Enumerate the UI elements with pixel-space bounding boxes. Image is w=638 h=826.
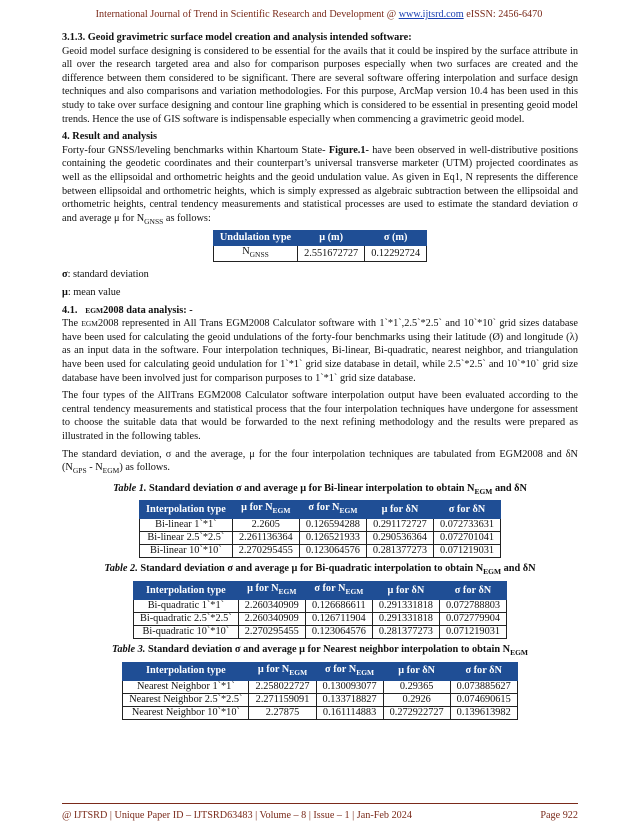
table-1-header-mu-dn: μ for δN — [366, 501, 433, 519]
paper-body — [62, 31, 578, 720]
table-cell: 0.073885627 — [450, 680, 517, 693]
table-cell: Bi-quadratic 10`*10` — [133, 626, 238, 639]
table-cell: 2.258022727 — [249, 680, 316, 693]
journal-header — [0, 9, 638, 20]
mu-definition: μ: mean value — [62, 287, 121, 298]
table-1-header-sigma-n: σ for $N_{EGM}$ — [299, 501, 366, 519]
table-cell: 0.126711904 — [305, 613, 372, 626]
undulation-header-mu: μ (m) — [298, 231, 365, 246]
section-4-1-paragraph-3: The standard deviation, σ and the average, μ for the four interpolation techniques are tabulated from EGM2008 and δN $(N_{GPS} - N_{EGM})$ as follows. — [62, 448, 578, 476]
journal-name: International Journal of Trend in Scientific Research and Development @ — [95, 9, 397, 20]
table-2-header-sigma-dn: σ for δN — [439, 582, 506, 600]
table-3-header-sigma-n: σ for $N_{EGM}$ — [316, 662, 383, 680]
table-row — [133, 600, 506, 613]
table-cell: 2.2605 — [232, 519, 299, 532]
table-cell: 2.260340909 — [238, 613, 305, 626]
undulation-table — [213, 230, 427, 262]
table-cell: 0.291172727 — [366, 519, 433, 532]
table-cell: Bi-linear 1`*1` — [139, 519, 232, 532]
table-cell: 2.260340909 — [238, 600, 305, 613]
table-cell: 0.071219031 — [439, 626, 506, 639]
table-3-header-type: Interpolation type — [123, 662, 249, 680]
table-cell: 0.123064576 — [305, 626, 372, 639]
table-cell: 0.133718827 — [316, 693, 383, 706]
table-cell: 0.074690615 — [450, 693, 517, 706]
table-cell: 2.271159091 — [249, 693, 316, 706]
journal-url-link[interactable]: www.ijtsrd.com — [398, 9, 464, 20]
table-cell: 0.126594288 — [299, 519, 366, 532]
section-3-1-3-paragraph: Geoid model surface designing is considered to be essential for the avails that it could be inspired by the surface attribute in all over the research targeted area and also for comparison purposes especially when two surfaces are created and the difference between them considered to be significant. There are several software offering interpolation and surface design techniques and also comparisons and variation methodologies. For this purpose, ArcMap version 10.4 has been used in this study to take over surface designing and contour line graphing which is considered to be essential in presenting geoid model trends. Hence the use of GIS software is indispensable especially when commencing a gravimetric geoid model. — [62, 45, 578, 125]
table-cell: 0.072733631 — [433, 519, 500, 532]
table-2-header-sigma-n: σ for $N_{EGM}$ — [305, 582, 372, 600]
table-2-header-type: Interpolation type — [133, 582, 238, 600]
table-1-header-mu-n: μ for $N_{EGM}$ — [232, 501, 299, 519]
table-3-header-mu-dn: μ for δN — [383, 662, 450, 680]
table-row — [123, 706, 517, 719]
table-cell: 0.139613982 — [450, 706, 517, 719]
table-cell: 0.281377273 — [372, 626, 439, 639]
table-cell: 0.072779904 — [439, 613, 506, 626]
table-row — [123, 680, 517, 693]
table-3-header-mu-n: μ for $N_{EGM}$ — [249, 662, 316, 680]
journal-issn: eISSN: 2456-6470 — [466, 9, 543, 20]
footer-divider — [62, 803, 578, 804]
table-row — [133, 626, 506, 639]
undulation-header-type: Undulation type — [213, 231, 297, 246]
section-4-1-paragraph-1: The EGM2008 represented in All Trans EGM2008 Calculator software with 1`*1`,2.5`*2.5` and 10`*10` grid sizes database have been used for calculating the geoid undulations of the forty-four benchmarks using their latitude (Ø) and longitude (λ) as an input data in the software. Four interpolation techniques, Bi-linear, Bi-quadratic, nearest neighbor, and triangulation have been used for calculating geoid undulation for 1`*1` grid size database in detail, while 2.5`*2.5` and 10`*10` grid size database have been involved just for comparison purposes to 1`*1` grid size database. — [62, 318, 578, 384]
table-cell: 0.126521933 — [299, 532, 366, 545]
table-row — [139, 545, 500, 558]
table-cell: Nearest Neighbor 2.5`*2.5` — [123, 693, 249, 706]
undulation-sigma-value: 0.12292724 — [365, 246, 427, 262]
table-cell: Nearest Neighbor 10`*10` — [123, 706, 249, 719]
table-cell: 0.291331818 — [372, 600, 439, 613]
table-row — [139, 519, 500, 532]
table-1-header-type: Interpolation type — [139, 501, 232, 519]
table-cell: 0.272922727 — [383, 706, 450, 719]
table-3-caption: Table 3. Standard deviation σ and average μ for Nearest neighbor interpolation to obtain $N_{EGM}$ — [112, 644, 528, 658]
table-cell: 0.130093077 — [316, 680, 383, 693]
table-cell: 0.072788803 — [439, 600, 506, 613]
table-cell: Bi-linear 10`*10` — [139, 545, 232, 558]
table-cell: 0.161114883 — [316, 706, 383, 719]
section-4-1-paragraph-2: The four types of the AllTrans EGM2008 Calculator software interpolation output have been evaluated according to the central tendency measurements and statistical process that the four interpolation techniques have undergone for assessment to choose the suitable data that would be forwarded to the next refining methodology and the results were prepared as illustrated in the following tables. — [62, 390, 578, 442]
table-3 — [122, 662, 517, 720]
table-2 — [133, 581, 507, 639]
table-cell: 2.270295455 — [232, 545, 299, 558]
table-cell: 0.123064576 — [299, 545, 366, 558]
page-number: Page 922 — [540, 810, 578, 821]
table-cell: 0.290536364 — [366, 532, 433, 545]
table-2-header-mu-dn: μ for δN — [372, 582, 439, 600]
undulation-row-label: $N_{GNSS}$ — [213, 246, 297, 262]
table-cell: Bi-quadratic 2.5`*2.5` — [133, 613, 238, 626]
table-cell: Bi-quadratic 1`*1` — [133, 600, 238, 613]
undulation-mu-value: 2.551672727 — [298, 246, 365, 262]
table-row — [139, 532, 500, 545]
table-row — [123, 693, 517, 706]
table-1-caption: Table 1. Standard deviation σ and average μ for Bi-linear interpolation to obtain $N_{EGM}$ and δN — [113, 482, 527, 496]
table-cell: 0.126686611 — [305, 600, 372, 613]
table-1 — [139, 500, 501, 558]
undulation-header-sigma: σ (m) — [365, 231, 427, 246]
table-2-header-mu-n: μ for $N_{EGM}$ — [238, 582, 305, 600]
table-cell: 0.29365 — [383, 680, 450, 693]
table-cell: Nearest Neighbor 1`*1` — [123, 680, 249, 693]
table-2-caption: Table 2. Standard deviation σ and average μ for Bi-quadratic interpolation to obtain $N_{EGM}$ and δN — [104, 563, 536, 577]
table-3-header-sigma-dn: σ for δN — [450, 662, 517, 680]
table-cell: 2.270295455 — [238, 626, 305, 639]
page-footer — [62, 810, 578, 821]
section-4-1-heading: 4.1. EGM2008 data analysis: - — [62, 304, 193, 316]
table-cell: Bi-linear 2.5`*2.5` — [139, 532, 232, 545]
table-cell: 2.261136364 — [232, 532, 299, 545]
footer-paper-info: @ IJTSRD | Unique Paper ID – IJTSRD63483 | Volume – 8 | Issue – 1 | Jan-Feb 2024 — [62, 810, 412, 821]
table-cell: 0.2926 — [383, 693, 450, 706]
table-1-header-sigma-dn: σ for δN — [433, 501, 500, 519]
table-cell: 0.072701041 — [433, 532, 500, 545]
section-4-paragraph: Forty-four GNSS/leveling benchmarks within Khartoum State- Figure.1- have been observed in well-distributive positions containing the geodetic coordinates and their counterpart’s universal transverse marketer (UTM) projected coordinates as well as the ellipsoidal and orthometric heights and the geoid undulation value. As given in Eq1, N represents the difference between ellipsoidal and orthometric heights, which is simply expressed as algebraic subtraction between the ellipsoidal and orthometric heights, central tendency measurements and statistical processes are used to estimate the standard deviation σ and average μ for $N_{GNSS}$ as follows: — [62, 144, 578, 226]
table-row — [133, 613, 506, 626]
table-cell: 0.071219031 — [433, 545, 500, 558]
table-cell: 0.281377273 — [366, 545, 433, 558]
section-3-1-3-heading: 3.1.3. Geoid gravimetric surface model creation and analysis intended software: — [62, 32, 412, 43]
table-cell: 0.291331818 — [372, 613, 439, 626]
table-cell: 2.27875 — [249, 706, 316, 719]
sigma-definition: σ: standard deviation — [62, 269, 149, 281]
section-4-heading: 4. Result and analysis — [62, 131, 157, 143]
